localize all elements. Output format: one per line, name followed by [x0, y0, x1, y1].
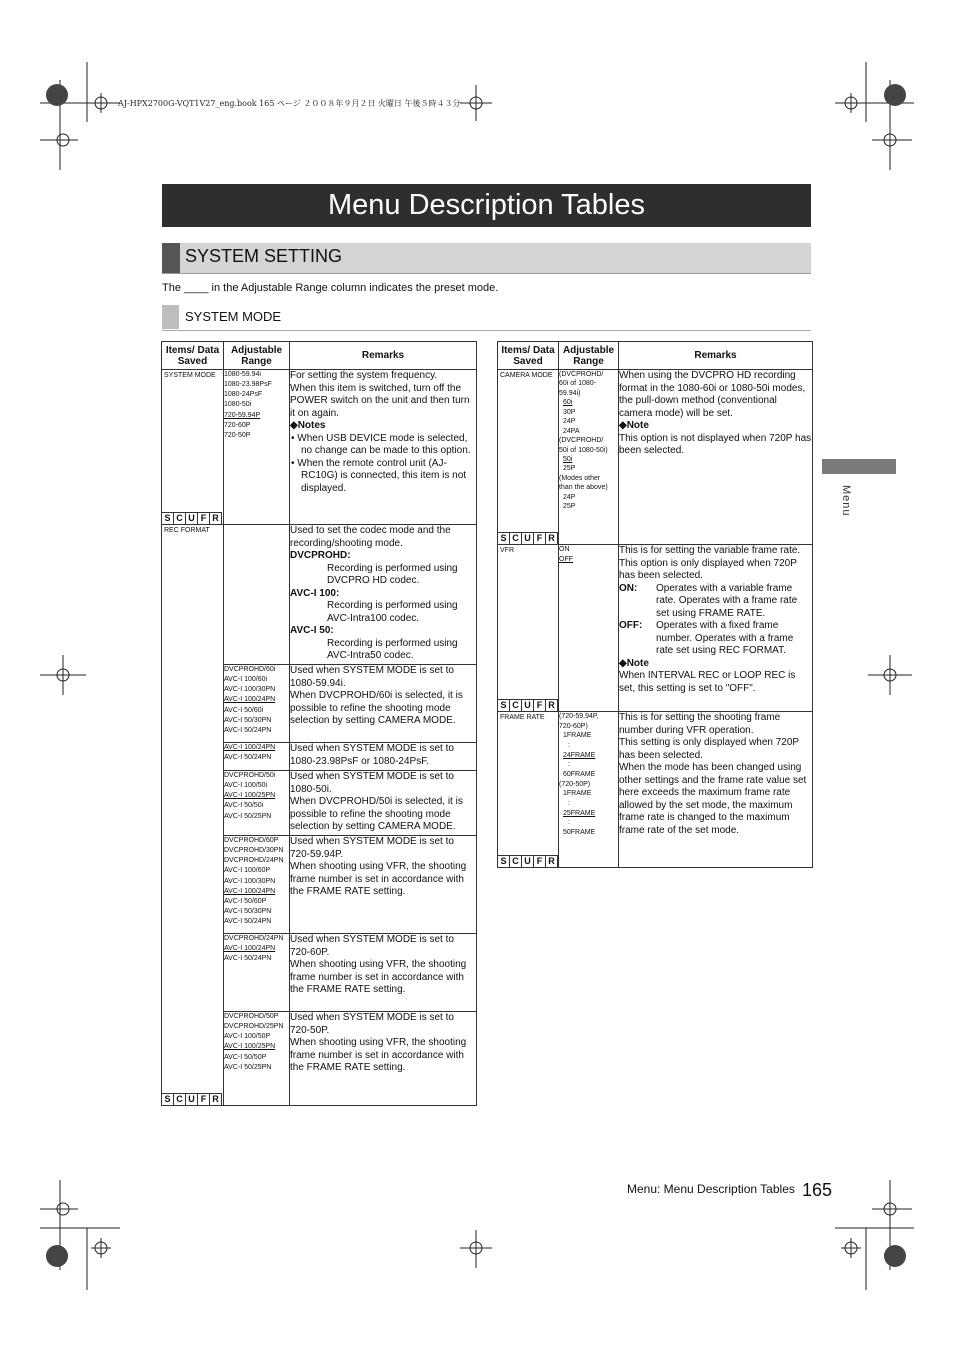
- subsection-title: SYSTEM MODE: [185, 309, 282, 324]
- flag-u: U: [522, 532, 534, 544]
- range-note: 720-60P): [559, 722, 588, 730]
- range-option: DVCPROHD/60i: [224, 666, 276, 673]
- remarks-rec-format-720-60p: [290, 934, 477, 1012]
- header-remarks: Remarks: [290, 342, 477, 370]
- remark-text: Used to set the codec mode and the recording/shooting mode.: [290, 525, 451, 549]
- header-range: Adjustable Range: [559, 342, 619, 370]
- definition-desc: Operates with a variable frame rate. Operates with a frame rate set using FRAME RATE.: [656, 582, 798, 619]
- remarks-rec-format-720-50p: [290, 1012, 477, 1106]
- range-option: 1FRAME: [563, 790, 592, 798]
- flag-r: R: [546, 699, 558, 711]
- range-option: AVC-I 50/25PN: [224, 812, 272, 820]
- flag-r: R: [210, 1093, 222, 1105]
- range-option: 24P: [563, 493, 576, 501]
- range-option: AVC-I 100/60i: [224, 676, 268, 684]
- range-camera-mode: [559, 370, 619, 545]
- range-note: (DVCPROHD/: [559, 371, 604, 378]
- section-header: [162, 243, 811, 274]
- range-option: AVC-I 100/50i: [224, 782, 268, 790]
- page-title: Menu Description Tables: [162, 184, 811, 227]
- range-option-preset: AVC-I 100/24PN: [224, 887, 276, 895]
- note-text: When USB DEVICE mode is selected, no change can be made to this option.: [297, 432, 471, 456]
- range-option: 25P: [563, 503, 576, 511]
- flag-c: C: [174, 1093, 186, 1105]
- subsection-header: [162, 305, 811, 331]
- remark-text: When shooting using VFR, the shooting frame number is set in accordance with the FRAME RATE setting.: [290, 1037, 467, 1073]
- range-rec-format-1080-50i: [224, 771, 290, 836]
- range-option-preset: AVC-I 100/24PN: [224, 744, 276, 751]
- item-frame-rate: [498, 712, 559, 868]
- flag-f: F: [198, 512, 210, 524]
- flag-c: C: [510, 855, 522, 867]
- codec-desc: Recording is performed using AVC-Intra50 codec.: [327, 637, 458, 661]
- remark-text: This is for setting the shooting frame number during VFR operation.: [619, 712, 781, 736]
- remark-text: When shooting using VFR, the shooting frame number is set in accordance with the FRAME RATE setting.: [290, 959, 467, 995]
- range-option: 1FRAME: [563, 732, 592, 740]
- header-items: Items/ Data Saved: [498, 342, 559, 370]
- remarks-frame-rate: [619, 712, 813, 868]
- flag-s: S: [162, 512, 174, 524]
- range-option: AVC-I 50/24PN: [224, 754, 272, 762]
- range-option: AVC-I 100/30PN: [224, 686, 276, 694]
- flag-s: S: [498, 532, 510, 544]
- range-option: AVC-I 50/24PN: [224, 918, 272, 926]
- range-option: AVC-I 100/30PN: [224, 877, 276, 885]
- range-rec-format-empty: [224, 525, 290, 665]
- range-option: 1080-59.94i: [224, 371, 261, 378]
- notes-label: ◆Notes: [290, 420, 326, 431]
- data-saved-flags: [498, 855, 558, 867]
- range-option: AVC-I 50/50P: [224, 1053, 267, 1061]
- range-note: (DVCPROHD/: [559, 437, 604, 445]
- range-option: DVCPROHD/60P: [224, 837, 279, 844]
- range-note: (720-50P): [559, 780, 591, 788]
- range-option: AVC-I 50/50i: [224, 802, 264, 810]
- range-option-preset: 60i: [563, 399, 573, 407]
- remark-text: Used when SYSTEM MODE is set to 720-60P.: [290, 934, 454, 958]
- print-metadata: AJ-HPX2700G-VQT1V27_eng.book 165 ページ ２００８年９月２日 火曜日 午後５時４３分: [118, 99, 461, 108]
- note-bullet: • When the remote control unit (AJ-RC10G) is connected, this item is not displayed.: [291, 457, 467, 494]
- range-option-preset: AVC-I 100/25PN: [224, 792, 276, 800]
- range-ellipsis: :: [568, 761, 570, 769]
- range-option: DVCPROHD/24PN: [224, 857, 284, 865]
- data-saved-flags: [498, 532, 558, 544]
- section-marker: [162, 243, 180, 273]
- note-label: ◆Note: [619, 657, 649, 669]
- flag-s: S: [162, 1093, 174, 1105]
- range-ellipsis: :: [568, 819, 570, 827]
- remark-text: Used when SYSTEM MODE is set to 720-50P.: [290, 1012, 454, 1036]
- remark-text: This is for setting the variable frame rate.: [619, 545, 801, 556]
- page-number: 165: [802, 1180, 833, 1200]
- item-vfr: [498, 545, 559, 712]
- codec-label: AVC-I 100:: [290, 587, 340, 599]
- flag-u: U: [186, 512, 198, 524]
- range-option: AVC-I 50/30PN: [224, 907, 272, 915]
- range-option: 1080-24PsF: [224, 391, 263, 399]
- left-menu-table: [161, 341, 477, 1106]
- remark-text: This option is only displayed when 720P has been selected.: [619, 557, 797, 581]
- side-tab: [822, 459, 896, 474]
- footer-label: Menu: Menu Description Tables: [627, 1182, 795, 1196]
- range-option: 24PA: [563, 427, 580, 435]
- flag-f: F: [534, 699, 546, 711]
- item-camera-mode: [498, 370, 559, 545]
- range-ellipsis: :: [568, 799, 570, 807]
- range-system-mode: [224, 370, 290, 525]
- definition-on: [619, 583, 812, 621]
- flag-s: S: [498, 855, 510, 867]
- flag-u: U: [522, 855, 534, 867]
- remarks-rec-format-1080-50i: [290, 771, 477, 836]
- range-option: AVC-I 100/50P: [224, 1033, 271, 1041]
- range-note: (Modes other: [559, 474, 601, 482]
- range-option: 1080-50i: [224, 401, 252, 409]
- remark-text: When this item is switched, turn off the POWER switch on the unit and then turn it on again.: [290, 382, 470, 419]
- data-saved-flags: [162, 512, 222, 524]
- remark-text: Used when SYSTEM MODE is set to 1080-50i.: [290, 771, 454, 795]
- flag-f: F: [534, 532, 546, 544]
- flag-c: C: [510, 699, 522, 711]
- range-option-preset: AVC-I 100/25PN: [224, 1043, 276, 1051]
- remarks-system-mode: [290, 370, 477, 525]
- range-option: 24P: [563, 418, 576, 426]
- definition-desc: Operates with a fixed frame number. Operates with a frame rate set using REC FORMAT.: [656, 620, 794, 656]
- range-option: DVCPROHD/25PN: [224, 1023, 284, 1031]
- note-text: This option is not displayed when 720P has been selected.: [619, 432, 812, 456]
- range-option-preset: 50i: [563, 455, 573, 463]
- codec-label: AVC-I 50:: [290, 625, 334, 636]
- item-system-mode: [162, 370, 224, 525]
- note-text: When INTERVAL REC or LOOP REC is set, this setting is set to "OFF".: [619, 670, 796, 694]
- range-rec-format-720-50p: [224, 1012, 290, 1106]
- range-option: ON: [559, 546, 570, 553]
- remarks-camera-mode: [619, 370, 813, 545]
- note-bullet: • When USB DEVICE mode is selected, no change can be made to this option.: [291, 432, 471, 456]
- remark-text: Used when SYSTEM MODE is set to 1080-23.98PsF or 1080-24PsF.: [290, 743, 454, 767]
- flag-s: S: [498, 699, 510, 711]
- range-option: DVCPROHD/50i: [224, 772, 276, 779]
- range-rec-format-720-5994p: [224, 836, 290, 934]
- remark-text: This setting is only displayed when 720P has been selected.: [619, 737, 799, 761]
- range-option: 1080-23.98PsF: [224, 381, 272, 389]
- item-name: SYSTEM MODE: [164, 372, 216, 379]
- range-note: (720-59.94P,: [559, 713, 599, 720]
- range-option-preset: AVC-I 100/24PN: [224, 945, 276, 953]
- range-option: 30P: [563, 408, 576, 416]
- range-option: 25P: [563, 465, 576, 473]
- header-range: Adjustable Range: [224, 342, 290, 370]
- range-option-preset: 25FRAME: [563, 809, 596, 817]
- remark-text: When DVCPROHD/50i is selected, it is possible to refine the shooting mode selection by setting CAMERA MODE.: [290, 796, 463, 832]
- data-saved-flags: [162, 1093, 222, 1105]
- header-items: Items/ Data Saved: [162, 342, 224, 370]
- codec-desc: Recording is performed using DVCPRO HD codec.: [327, 562, 458, 586]
- range-option-preset: 24FRAME: [563, 751, 596, 759]
- remarks-rec-format: [290, 525, 477, 665]
- range-option-preset: 720-59.94P: [224, 411, 261, 419]
- range-rec-format-1080-5994i: [224, 665, 290, 743]
- range-option-preset: AVC-I 100/24PN: [224, 696, 276, 704]
- remarks-rec-format-720-5994p: [290, 836, 477, 934]
- remark-text: For setting the system frequency.: [290, 370, 438, 381]
- range-option: AVC-I 50/24PN: [224, 955, 272, 963]
- flag-c: C: [510, 532, 522, 544]
- data-saved-flags: [498, 699, 558, 711]
- flag-f: F: [198, 1093, 210, 1105]
- item-name: REC FORMAT: [164, 527, 210, 534]
- item-rec-format: [162, 525, 224, 1106]
- item-name: FRAME RATE: [500, 714, 545, 721]
- flag-r: R: [210, 512, 222, 524]
- remarks-rec-format-1080-5994i: [290, 665, 477, 743]
- range-note: than the above): [559, 484, 608, 492]
- remark-text: When shooting using VFR, the shooting frame number is set in accordance with the FRAME RATE setting.: [290, 861, 467, 897]
- range-option: AVC-I 50/60i: [224, 706, 264, 714]
- range-option-preset: OFF: [559, 556, 573, 564]
- flag-r: R: [546, 532, 558, 544]
- flag-r: R: [546, 855, 558, 867]
- range-option: 720-50P: [224, 431, 251, 439]
- range-ellipsis: :: [568, 741, 570, 749]
- header-remarks: Remarks: [619, 342, 813, 370]
- section-title: SYSTEM SETTING: [185, 246, 343, 266]
- range-option: 60FRAME: [563, 770, 596, 778]
- range-option: DVCPROHD/24PN: [224, 935, 284, 942]
- remark-text: When DVCPROHD/60i is selected, it is possible to refine the shooting mode selection by setting CAMERA MODE.: [290, 690, 463, 726]
- flag-u: U: [186, 1093, 198, 1105]
- range-option: AVC-I 50/24PN: [224, 726, 272, 734]
- note-label: ◆Note: [619, 420, 649, 431]
- range-vfr: [559, 545, 619, 712]
- range-option: AVC-I 50/30PN: [224, 716, 272, 724]
- item-name: CAMERA MODE: [500, 372, 553, 379]
- remark-text: Used when SYSTEM MODE is set to 720-59.94P.: [290, 836, 454, 860]
- side-tab-label: Menu: [840, 485, 852, 517]
- range-note: 60i of 1080-: [559, 380, 596, 388]
- remark-text: When using the DVCPRO HD recording format in the 1080-60i or 1080-50i modes, the pull-down method (conventional camera mode) will be set.: [619, 370, 806, 419]
- definition-term: OFF:: [619, 620, 643, 631]
- note-text: When the remote control unit (AJ-RC10G) is connected, this item is not displayed.: [297, 457, 467, 494]
- range-option: AVC-I 50/25PN: [224, 1063, 272, 1071]
- codec-label: DVCPROHD:: [290, 550, 351, 561]
- item-name: VFR: [500, 547, 514, 554]
- range-option: 50FRAME: [563, 828, 596, 836]
- flag-f: F: [534, 855, 546, 867]
- remark-text: When the mode has been changed using other settings and the frame rate value set here exceeds the maximum frame rate allowed by the set mode, the maximum frame rate is changed to the maximum frame rate of the set mode.: [619, 762, 807, 836]
- range-frame-rate: [559, 712, 619, 868]
- range-rec-format-1080-psf: [224, 743, 290, 771]
- definition-off: [619, 620, 812, 658]
- subsection-marker: [162, 305, 179, 329]
- remarks-rec-format-1080-psf: [290, 743, 477, 771]
- range-note: 50i of 1080-50i): [559, 446, 608, 454]
- range-option: AVC-I 50/60P: [224, 897, 267, 905]
- flag-u: U: [522, 699, 534, 711]
- definition-term: ON:: [619, 582, 638, 594]
- flag-c: C: [174, 512, 186, 524]
- codec-desc: Recording is performed using AVC-Intra100 codec.: [327, 600, 458, 624]
- intro-text: The ____ in the Adjustable Range column indicates the preset mode.: [162, 282, 499, 294]
- remark-text: Used when SYSTEM MODE is set to 1080-59.94i.: [290, 665, 454, 689]
- range-option: 720-60P: [224, 421, 251, 429]
- range-option: DVCPROHD/50P: [224, 1013, 279, 1020]
- range-option: DVCPROHD/30PN: [224, 847, 284, 855]
- range-option: AVC-I 100/60P: [224, 867, 271, 875]
- remarks-vfr: [619, 545, 813, 712]
- right-menu-table: [497, 341, 813, 868]
- range-rec-format-720-60p: [224, 934, 290, 1012]
- range-note: 59.94i): [559, 389, 581, 397]
